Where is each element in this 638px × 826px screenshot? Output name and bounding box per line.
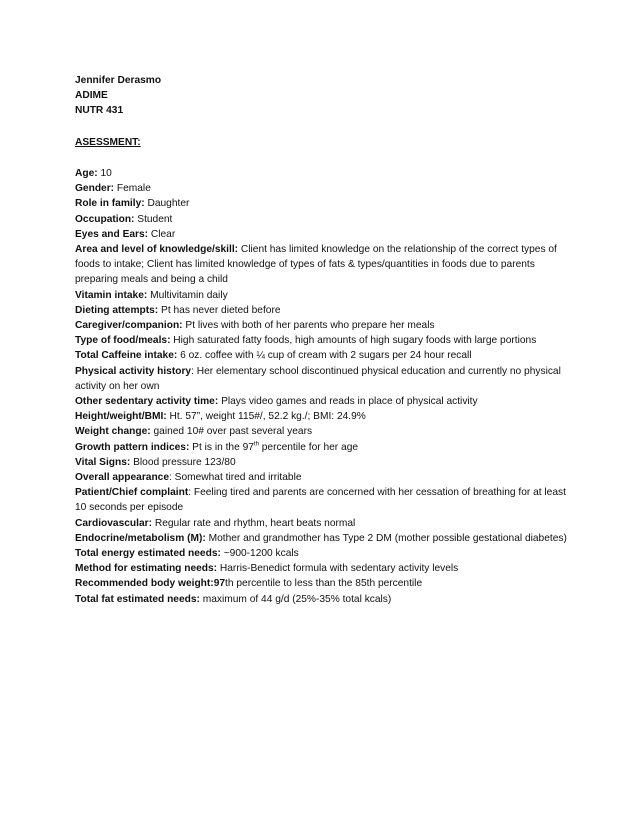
field-label: Height/weight/BMI:: [75, 411, 167, 423]
field-label: Eyes and Ears:: [75, 228, 149, 240]
assessment-field: [75, 561, 570, 576]
assessment-field: [75, 440, 570, 455]
field-value: Blood pressure 123/80: [130, 456, 236, 468]
field-label: Occupation:: [75, 213, 135, 225]
field-value: Female: [114, 183, 151, 195]
field-value: Harris-Benedict formula with sedentary activity levels: [217, 563, 459, 575]
field-label: Endocrine/metabolism (M):: [75, 532, 206, 544]
assessment-field: [75, 212, 570, 227]
assessment-field: [75, 196, 570, 211]
field-value: ~900-1200 kcals: [220, 548, 299, 560]
field-label: Age:: [75, 168, 98, 179]
assessment-field: [75, 364, 570, 394]
assessment-field: [75, 348, 570, 363]
field-label-extra: 97: [213, 578, 226, 590]
assessment-field: [75, 242, 570, 288]
assessment-fields: [75, 166, 570, 607]
field-value-extra: percentile for her age: [258, 441, 359, 453]
field-value: Daughter: [144, 198, 190, 210]
field-label: Other sedentary activity time:: [75, 396, 219, 408]
field-superscript: th: [253, 441, 259, 448]
student-name: Jennifer Derasmo: [75, 75, 162, 86]
field-value: Pt lives with both of her parents who prepare her meals: [182, 320, 435, 332]
assessment-field: [75, 531, 570, 546]
field-label: Total Caffeine intake:: [75, 350, 178, 362]
field-label: Cardiovascular:: [75, 517, 153, 529]
assessment-field: [75, 409, 570, 424]
field-label: Area and level of knowledge/skill:: [75, 244, 239, 256]
field-value: 10: [97, 168, 112, 179]
field-value: 6 oz. coffee with ¼ cup of cream with 2 sugars per 24 hour recall: [177, 350, 472, 362]
field-value: Student: [134, 213, 173, 225]
field-label: Role in family:: [75, 198, 145, 210]
field-value: Ht. 57”, weight 115#/, 52.2 kg./; BMI: 24.9%: [166, 411, 366, 423]
assessment-field: [75, 227, 570, 242]
field-label: Vital Signs:: [75, 456, 131, 468]
field-value: Regular rate and rhythm, heart beats normal: [152, 517, 356, 529]
assessment-field: [75, 485, 570, 515]
field-label: Total fat estimated needs:: [75, 593, 200, 605]
field-label: Caregiver/companion:: [75, 320, 183, 332]
field-label: Dieting attempts:: [75, 304, 159, 316]
field-value: Mother and grandmother has Type 2 DM (mother possible gestational diabetes): [205, 532, 567, 544]
assessment-field: [75, 181, 570, 196]
field-value: : Feeling tired and parents are concerned with her cessation of breathing for at least 10 seconds per episode: [75, 487, 566, 514]
assessment-field: [75, 455, 570, 470]
field-value: Pt is in the 97: [189, 441, 254, 453]
field-label: Gender:: [75, 183, 115, 195]
field-label: Vitamin intake:: [75, 289, 148, 301]
field-label: Type of food/meals:: [75, 335, 171, 347]
assessment-field: [75, 516, 570, 531]
field-label: Growth pattern indices:: [75, 441, 190, 453]
document-header: [75, 73, 570, 119]
field-value: : Her elementary school discontinued physical education and currently no physical activity on her own: [75, 365, 561, 392]
field-value: High saturated fatty foods, high amounts of high sugary foods with large portions: [170, 335, 537, 347]
field-value: Client has limited knowledge on the relationship of the correct types of foods to intake; Client has limited knowledge of types of fats & types/quantities in foods due to parents preparing meals and being a child: [75, 244, 557, 286]
field-label: Recommended body weight:: [75, 578, 214, 590]
assessment-field: [75, 394, 570, 409]
field-label: Physical activity history: [75, 365, 192, 377]
assessment-field: [75, 166, 570, 181]
field-value: Pt has never dieted before: [158, 304, 281, 316]
field-label: Overall appearance: [75, 472, 170, 484]
field-label: Weight change:: [75, 426, 151, 438]
assessment-field: [75, 288, 570, 303]
field-value: Plays video games and reads in place of physical activity: [218, 396, 478, 408]
section-title: ASESSMENT:: [75, 137, 141, 148]
field-value: maximum of 44 g/d (25%-35% total kcals): [199, 593, 392, 605]
field-value: : Somewhat tired and irritable: [169, 472, 302, 484]
assessment-field: [75, 318, 570, 333]
assessment-field: [75, 546, 570, 561]
field-value: Multivitamin daily: [147, 289, 228, 301]
field-label: Method for estimating needs:: [75, 563, 218, 575]
assessment-field: [75, 333, 570, 348]
assessment-field: [75, 592, 570, 607]
field-value: gained 10# over past several years: [150, 426, 313, 438]
assessment-field: [75, 303, 570, 318]
field-label: Total energy estimated needs:: [75, 548, 221, 560]
assessment-field: [75, 470, 570, 485]
field-label: Patient/Chief complaint: [75, 487, 189, 499]
field-value-extra: th percentile to less than the 85th percentile: [225, 578, 423, 590]
field-value: Clear: [148, 228, 176, 240]
course-code: NUTR 431: [75, 105, 124, 117]
assessment-field: [75, 576, 570, 591]
assessment-field: [75, 424, 570, 439]
document-type: ADIME: [75, 90, 108, 102]
